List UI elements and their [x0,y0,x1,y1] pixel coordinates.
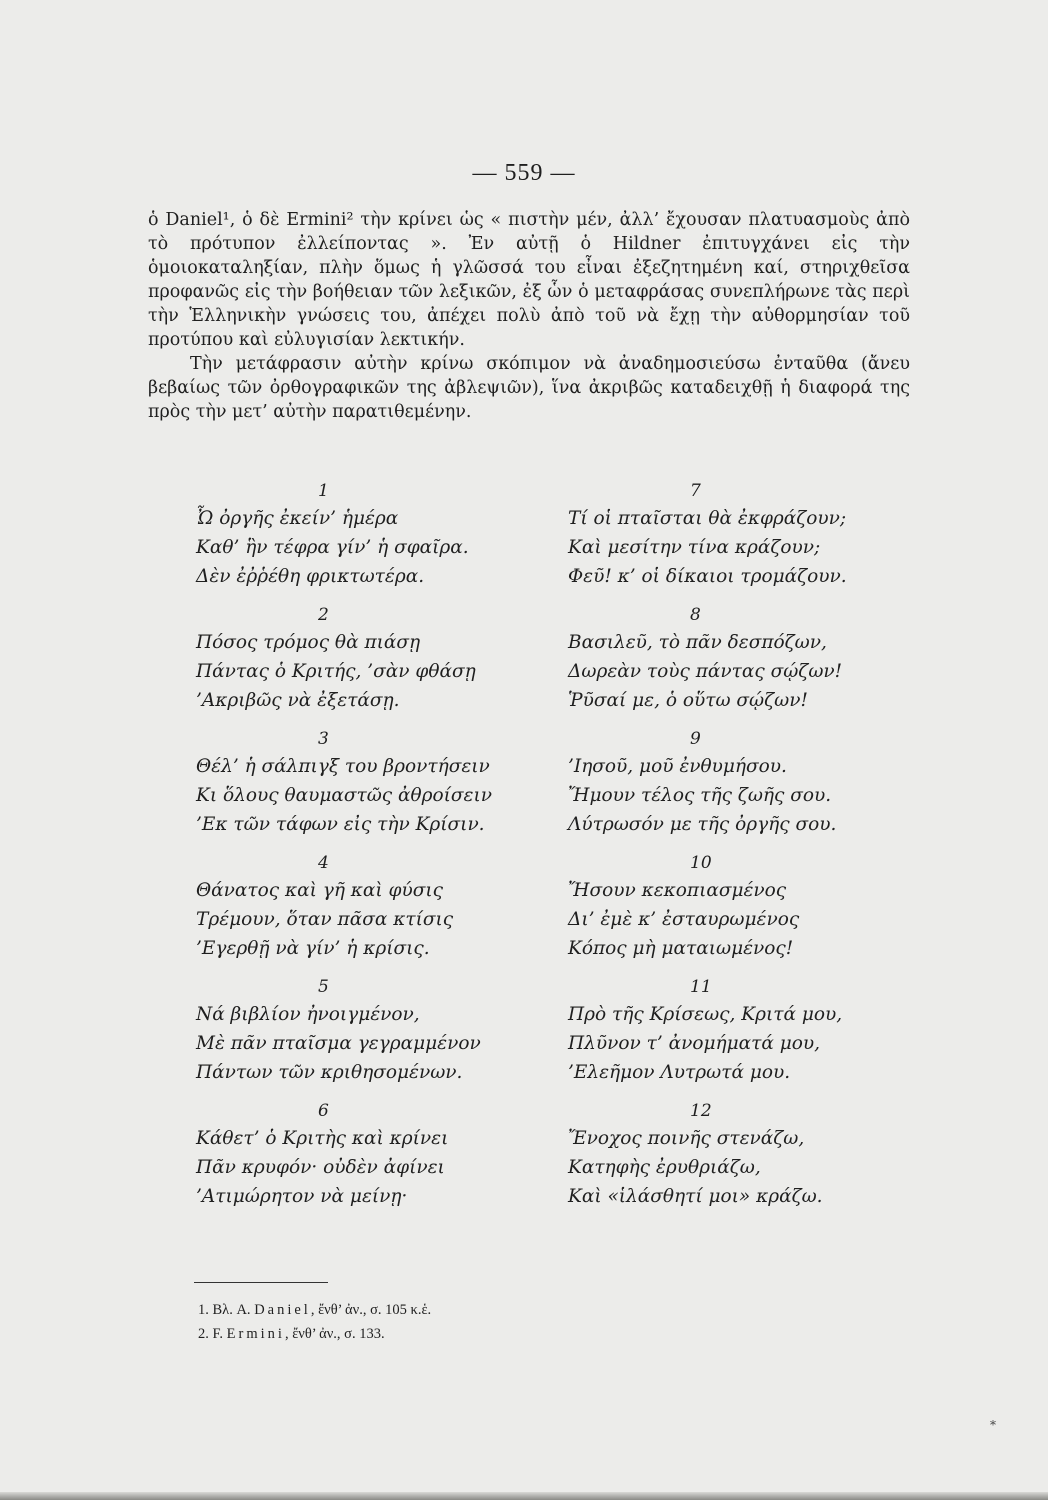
verse-line: Πάντας ὁ Κριτής, ’σὰν φθάσῃ [196,661,476,682]
verse-line: Τρέμουν, ὅταν πᾶσα κτίσις [196,909,454,930]
verse-line: ’Ακριβῶς νὰ ἐξετάσῃ. [196,690,400,711]
verse-line: Τί οἱ πταῖσται θὰ ἐκφράζουν; [568,508,847,529]
verse-line: Καὶ «ἱλάσθητί μοι» κράζω. [568,1186,823,1207]
verse-line: Νά βιβλίον ἠνοιγμένον, [196,1004,420,1025]
stanza [568,1098,928,1222]
stanza [568,478,928,602]
stanza [196,602,556,726]
verse-line: Θέλ’ ἡ σάλπιγξ του βροντήσειν [196,756,490,777]
verse-line: Καθ’ ἣν τέφρα γίν’ ἡ σφαῖρα. [196,537,469,558]
verse-line: Ῥῦσαί με, ὁ οὕτω σῴζων! [568,690,808,711]
stanza-number: 7 [690,481,701,501]
stanza-number: 5 [318,977,329,997]
verse-line: Πλῦνον τ’ ἀνομήματά μου, [568,1033,821,1054]
verse-line: Δὲν ἐῤῥέθη φρικτωτέρα. [196,566,425,587]
paragraph-1: ὁ Daniel¹, ὁ δὲ Ermini² τὴν κρίνει ὡς « πιστὴν μέν, ἀλλ’ ἔχουσαν πλατυασμοὺς ἀπὸ τὸ πρότυπον ἐλλείποντας ». Ἐν αὐτῇ ὁ Hildner ἐπιτυγχάνει εἰς τὴν ὁμοιοκαταληξίαν, πλὴν ὅμως ἡ γλῶσσά του εἶναι ἐξεζητημένη καί, στηριχθεῖσα προφανῶς εἰς τὴν βοήθειαν τῶν λεξικῶν, ἐξ ὧν ὁ μεταφράσας συνεπλήρωνε τὰς περὶ τὴν Ἑλληνικὴν γνώσεις του, ἀπέχει πολὺ ἀπὸ τοῦ νὰ ἔχῃ τὴν αὐθορμησίαν τοῦ προτύπου καὶ εὐλυγισίαν λεκτικήν. [148,210,910,350]
stanza-number: 4 [318,853,329,873]
verse-line: ’Ατιμώρητον νὰ μείνῃ· [196,1186,408,1207]
stanza-number: 2 [318,605,329,625]
ink-mark: * [990,1418,996,1432]
verse-line: Πᾶν κρυφόν· οὐδὲν ἀφίνει [196,1157,445,1178]
verse-line: Καὶ μεσίτην τίνα κράζουν; [568,537,821,558]
stanza-number: 8 [690,605,701,625]
footnote-divider [194,1282,328,1283]
verse-line: ’Εκ τῶν τάφων εἰς τὴν Κρίσιν. [196,814,485,835]
stanza [196,478,556,602]
stanza [196,850,556,974]
verse-line: Κάθετ’ ὁ Κριτὴς καὶ κρίνει [196,1128,449,1149]
verse-line: Λύτρωσόν με τῆς ὀργῆς σου. [568,814,837,835]
footnote-2: 2. F. Ermini, ἔνθ’ ἀν., σ. 133. [198,1326,385,1342]
verse-line: Βασιλεῦ, τὸ πᾶν δεσπόζων, [568,632,827,653]
verse-line: Κατηφὴς ἐρυθριάζω, [568,1157,761,1178]
verse-line: Δωρεὰν τοὺς πάντας σῴζων! [568,661,843,682]
footnote-1: 1. Βλ. A. Daniel, ἔνθ’ ἀν., σ. 105 κ.ἑ. [198,1302,432,1318]
verse-line: ’Ελεῆμον Λυτρωτά μου. [568,1062,791,1083]
stanza [196,726,556,850]
author-name: Daniel [254,1302,311,1318]
verse-line: Κόπος μὴ ματαιωμένος! [568,938,794,959]
prose-text [148,208,910,424]
verse-line: Δι’ ἐμὲ κ’ ἐσταυρωμένος [568,909,800,930]
poem-column-right [568,478,928,1222]
verse-line: Θάνατος καὶ γῆ καὶ φύσις [196,880,443,901]
stanza-number: 6 [318,1101,329,1121]
verse-line: Ἔνοχος ποινῆς στενάζω, [568,1128,805,1149]
verse-line: Πάντων τῶν κριθησομένων. [196,1062,463,1083]
page-number: — 559 — [472,160,576,186]
verse-line: Μὲ πᾶν πταῖσμα γεγραμμένον [196,1033,481,1054]
poem-column-left [196,478,556,1222]
verse-line: Φεῦ! κ’ οἱ δίκαιοι τρομάζουν. [568,566,847,587]
verse-line: ’Εγερθῇ νὰ γίν’ ἡ κρίσις. [196,938,430,959]
stanza-number: 12 [690,1101,712,1121]
verse-line: Πρὸ τῆς Κρίσεως, Κριτά μου, [568,1004,843,1025]
stanza [196,974,556,1098]
verse-line: Ἤσουν κεκοπιασμένος [568,880,787,901]
stanza-number: 1 [318,481,329,501]
stanza-number: 3 [318,729,329,749]
stanza [568,850,928,974]
verse-line: Ἤμουν τέλος τῆς ζωῆς σου. [568,785,832,806]
stanza-number: 9 [690,729,701,749]
stanza-number: 10 [690,853,712,873]
page-bottom-edge [0,1492,1048,1500]
verse-line: Κι ὅλους θαυμαστῶς ἀθροίσειν [196,785,492,806]
stanza-number: 11 [690,977,712,997]
stanza [568,974,928,1098]
paragraph-2: Τὴν μετάφρασιν αὐτὴν κρίνω σκόπιμον νὰ ἀναδημοσιεύσω ἐνταῦθα (ἄνευ βεβαίως τῶν ὀρθογραφικῶν της ἀβλεψιῶν), ἵνα ἀκριβῶς καταδειχθῇ ἡ διαφορά της πρὸς τὴν μετ’ αὐτὴν παρατιθεμένην. [148,354,910,422]
verse-line: ’Ιησοῦ, μοῦ ἐνθυμήσου. [568,756,787,777]
stanza [568,602,928,726]
stanza [196,1098,556,1222]
footnotes [198,1298,431,1346]
verse-line: Πόσος τρόμος θὰ πιάσῃ [196,632,421,653]
verse-line: Ὦ ὀργῆς ἐκείν’ ἡμέρα [196,508,399,529]
author-name: Ermini [226,1326,285,1342]
stanza [568,726,928,850]
